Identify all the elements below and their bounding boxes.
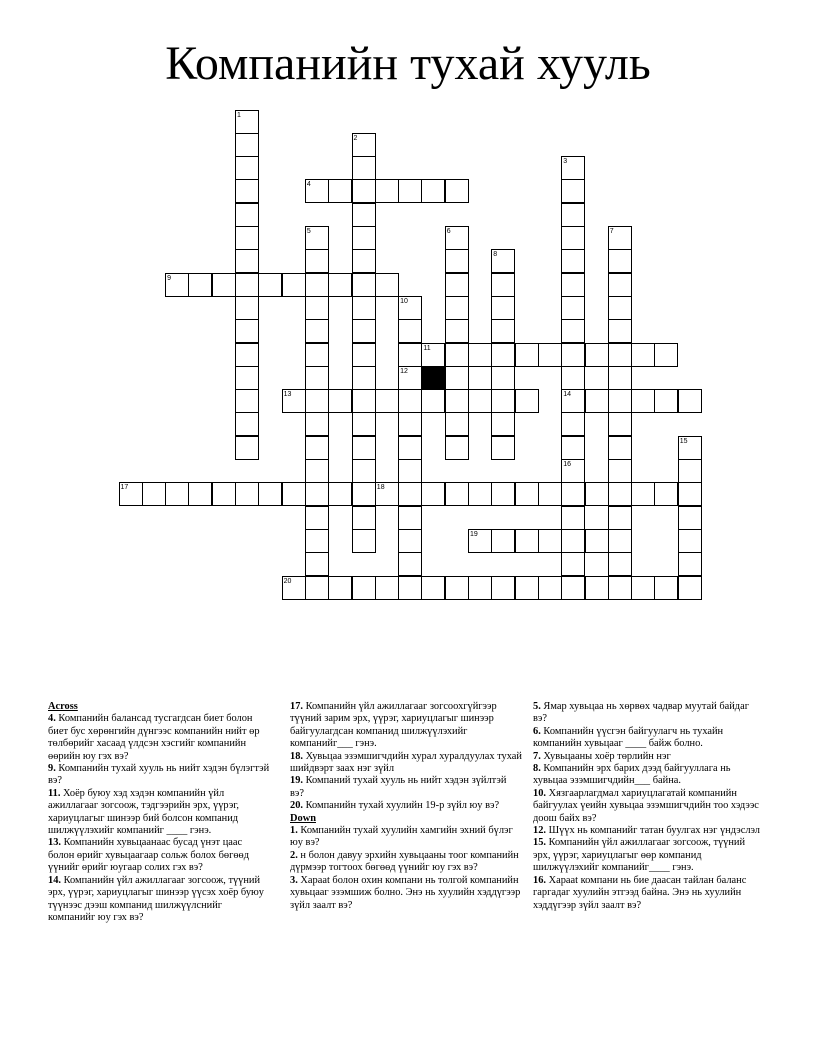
grid-cell[interactable] (491, 319, 515, 343)
grid-cell[interactable] (608, 366, 632, 390)
grid-cell[interactable] (165, 482, 189, 506)
down-clue-16: 16. Харааt компани нь бие даасан тайлан баланс гаргадаг хуулийн этгээд байна. Энэ нь хуулийн хэддүгээр зүйл заалт вэ? (533, 874, 747, 911)
grid-cell[interactable] (352, 412, 376, 436)
grid-cell[interactable] (608, 529, 632, 553)
grid-cell[interactable] (305, 226, 329, 250)
across-clue-4: 4. Компанийн балансад тусгагдсан биет болон биет бус хөрөнгийн дүнгээс компанийн нийт өр төлбөрийг хасаад үлдсэн хэсгийг компанийн өөрийн юу гэх вэ? (48, 713, 260, 762)
grid-cell[interactable] (235, 343, 259, 367)
grid-cell[interactable] (305, 412, 329, 436)
grid-cell[interactable] (235, 249, 259, 273)
grid-cell[interactable] (352, 343, 376, 367)
grid-cell[interactable] (445, 319, 469, 343)
grid-cell[interactable] (305, 576, 329, 600)
across-clue-9: 9. Компанийн тухай хууль нь нийт хэдэн бүлэгтэй вэ? (48, 763, 270, 787)
grid-cell[interactable] (352, 226, 376, 250)
down-clue-8: 8. Компанийн эрх барих дээд байгууллага нь хувьцаа эзэмшигчдийн___ байна. (533, 763, 731, 787)
grid-cell[interactable] (561, 482, 585, 506)
grid-cell[interactable] (235, 482, 259, 506)
grid-cell[interactable] (515, 343, 539, 367)
grid-cell[interactable] (608, 552, 632, 576)
grid-cell[interactable] (119, 482, 143, 506)
grid-cell[interactable] (585, 389, 609, 413)
grid-cell[interactable] (491, 529, 515, 553)
grid-cell[interactable] (328, 389, 352, 413)
grid-cell[interactable] (305, 506, 329, 530)
grid-cell[interactable] (305, 389, 329, 413)
grid-cell[interactable] (561, 389, 585, 413)
grid-cell[interactable] (445, 436, 469, 460)
grid-cell[interactable] (608, 482, 632, 506)
down-clue-2: 2. н болон давуу эрхийн хувьцааны тоог компанийн дүрмээр тогтоох бөгөөд үүнийг юу гэх вэ? (290, 849, 519, 874)
grid-cell[interactable] (631, 389, 655, 413)
grid-cell[interactable] (608, 576, 632, 600)
grid-cell[interactable] (352, 133, 376, 157)
grid-cell[interactable] (678, 576, 702, 600)
grid-cell[interactable] (352, 529, 376, 553)
grid-cell[interactable] (491, 576, 515, 600)
grid-cell[interactable] (352, 179, 376, 203)
grid-cell[interactable] (375, 482, 399, 506)
grid-cell[interactable] (631, 576, 655, 600)
grid-cell[interactable] (375, 179, 399, 203)
down-heading: Down (290, 812, 316, 824)
grid-cell[interactable] (561, 436, 585, 460)
grid-cell[interactable] (352, 482, 376, 506)
grid-cell[interactable] (328, 179, 352, 203)
grid-cell[interactable] (165, 273, 189, 297)
grid-cell[interactable] (608, 459, 632, 483)
grid-cell[interactable] (561, 412, 585, 436)
grid-cell[interactable] (142, 482, 166, 506)
grid-cell[interactable] (654, 343, 678, 367)
grid-cell[interactable] (375, 273, 399, 297)
grid-cell[interactable] (445, 296, 469, 320)
grid-cell[interactable] (678, 482, 702, 506)
grid-cell[interactable] (188, 482, 212, 506)
clue-number: 2 (353, 134, 358, 142)
grid-cell[interactable] (491, 273, 515, 297)
across-clue-14: 14. Компанийн үйл ажиллагааг зогсоож, түүний эрх, үүрэг, хариуцлагыг шинээр үүсэх хоёр буюу түүнээс дээш компанид шилжүүлснийг компанийг юу гэх вэ? (48, 874, 264, 923)
grid-cell[interactable] (398, 482, 422, 506)
down-clue-15: 15. Компанийн үйл ажиллагааг зогсоож, түүний эрх, үүрэг, хариуцлагыг өөр компанид шилжүүлэхийг компанийг____ гэнэ. (533, 837, 746, 874)
grid-cell[interactable] (235, 296, 259, 320)
grid-cell[interactable] (491, 412, 515, 436)
grid-cell[interactable] (468, 529, 492, 553)
grid-cell[interactable] (491, 436, 515, 460)
grid-cell[interactable] (491, 343, 515, 367)
grid-cell[interactable] (561, 506, 585, 530)
grid-cell[interactable] (398, 552, 422, 576)
grid-cell[interactable] (352, 249, 376, 273)
grid-cell[interactable] (421, 179, 445, 203)
grid-cell[interactable] (561, 203, 585, 227)
grid-cell[interactable] (561, 156, 585, 180)
across-clue-18: 18. Хувьцаа эзэмшигчдийн хурал хуралдуулах тухай шийдвэрт заах нэг зүйл (290, 750, 522, 775)
grid-cell[interactable] (328, 576, 352, 600)
grid-cell[interactable] (561, 226, 585, 250)
grid-cell[interactable] (282, 273, 306, 297)
grid-cell[interactable] (561, 179, 585, 203)
clue-number: 10 (400, 297, 408, 305)
grid-cell[interactable] (515, 482, 539, 506)
grid-cell[interactable] (305, 249, 329, 273)
grid-cell[interactable] (328, 273, 352, 297)
grid-cell[interactable] (608, 506, 632, 530)
grid-cell[interactable] (398, 319, 422, 343)
grid-cell[interactable] (305, 273, 329, 297)
grid-cell[interactable] (375, 389, 399, 413)
clue-number: 9 (167, 274, 171, 282)
grid-cell[interactable] (352, 506, 376, 530)
grid-cell[interactable] (561, 273, 585, 297)
grid-cell[interactable] (445, 412, 469, 436)
grid-cell[interactable] (468, 576, 492, 600)
grid-cell[interactable] (678, 389, 702, 413)
grid-cell[interactable] (561, 576, 585, 600)
clue-number: 4 (306, 181, 311, 189)
grid-cell[interactable] (305, 343, 329, 367)
grid-cell[interactable] (468, 389, 492, 413)
grid-cell[interactable] (585, 343, 609, 367)
clue-number: 14 (563, 391, 571, 399)
down-clue-10: 10. Хязгаарлагдмал хариуцлагатай компанийн байгуулах үеийн хувьцаа эзэмшигчдийн тоо хэдээс доош байх вэ? (533, 787, 759, 824)
grid-cell[interactable] (305, 482, 329, 506)
grid-cell[interactable] (212, 482, 236, 506)
down-clue-5: 5. Ямар хувьцаа нь хөрвөх чадвар муутай байдаг вэ? (533, 701, 749, 725)
grid-cell[interactable] (352, 576, 376, 600)
clues-column-2 (290, 701, 522, 912)
grid-cell[interactable] (398, 389, 422, 413)
clue-number: 17 (120, 484, 129, 492)
grid-cell[interactable] (352, 319, 376, 343)
grid-cell[interactable] (538, 482, 562, 506)
across-clue-13: 13. Компанийн хувьцаанаас бусад үнэт цаас болон өрийг хувьцаагаар сольж болох бөгөөд үүнийг өрийг юугаар солих гэх вэ? (48, 837, 250, 874)
grid-cell[interactable] (305, 366, 329, 390)
grid-cell[interactable] (608, 273, 632, 297)
grid-cell[interactable] (561, 552, 585, 576)
down-clue-7: 7. Хувьцааны хоёр төрлийн нэг (533, 750, 671, 762)
grid-cell[interactable] (305, 436, 329, 460)
grid-cell[interactable] (678, 552, 702, 576)
clue-number: 6 (446, 228, 451, 235)
grid-cell[interactable] (445, 179, 469, 203)
grid-cell[interactable] (421, 482, 445, 506)
grid-cell[interactable] (561, 319, 585, 343)
grid-cell[interactable] (235, 319, 259, 343)
clue-number: 12 (400, 367, 408, 375)
down-clue-12: 12. Шүүх нь компанийг татан буулгах нэг үндэслэл (533, 825, 760, 837)
grid-cell[interactable] (585, 529, 609, 553)
puzzle-title: Компанийн тухай хууль (165, 37, 651, 90)
grid-cell[interactable] (608, 436, 632, 460)
grid-cell[interactable] (375, 576, 399, 600)
grid-cell[interactable] (258, 273, 282, 297)
grid-cell[interactable] (491, 249, 515, 273)
grid-cell[interactable] (352, 203, 376, 227)
grid-cell[interactable] (515, 576, 539, 600)
grid-cell[interactable] (538, 343, 562, 367)
grid-cell[interactable] (235, 273, 259, 297)
grid-cell[interactable] (608, 249, 632, 273)
down-clue-6: 6. Компанийн үүсгэн байгуулагч нь тухайн компанийн хувьцааг ____ байж болно. (533, 725, 724, 750)
across-clue-11: 11. Хоёр буюу хэд хэдэн компанийн үйл ажиллагааг зогсоож, тэдгээрийн эрх, үүрэг, хариуцлагыг шинээр бий болсон компанид шилжүүлэхийг компанийг ____ гэнэ. (48, 787, 239, 837)
grid-cell[interactable] (445, 249, 469, 273)
grid-cell[interactable] (305, 552, 329, 576)
grid-cell[interactable] (352, 296, 376, 320)
grid-cell[interactable] (445, 343, 469, 367)
grid-cell[interactable] (561, 296, 585, 320)
clue-number: 7 (609, 228, 614, 235)
grid-cell[interactable] (561, 366, 585, 390)
grid-cell[interactable] (352, 273, 376, 297)
across-heading: Across (48, 701, 78, 712)
grid-cell[interactable] (491, 389, 515, 413)
grid-cell[interactable] (235, 366, 259, 390)
grid-cell[interactable] (445, 482, 469, 506)
grid-cell[interactable] (305, 296, 329, 320)
grid-cell[interactable] (538, 529, 562, 553)
grid-cell[interactable] (608, 296, 632, 320)
grid-cell[interactable] (631, 343, 655, 367)
clue-number: 11 (423, 344, 431, 352)
grid-cell[interactable] (352, 156, 376, 180)
grid-cell[interactable] (235, 110, 259, 134)
grid-cell[interactable] (305, 459, 329, 483)
grid-cell[interactable] (491, 482, 515, 506)
grid-cell[interactable] (352, 436, 376, 460)
grid-cell[interactable] (608, 412, 632, 436)
grid-cell[interactable] (585, 482, 609, 506)
grid-cell[interactable] (235, 179, 259, 203)
grid-cell[interactable] (235, 156, 259, 180)
grid-cell[interactable] (678, 506, 702, 530)
down-clue-3: 3. Харааt болон охин компани нь толгой компанийн хувьцааг эзэмшиж болно. Энэ нь хуулийн хэддүгээр зүйл заалт вэ? (290, 874, 521, 911)
grid-cell[interactable] (491, 296, 515, 320)
grid-cell[interactable] (398, 179, 422, 203)
grid-cell[interactable] (398, 436, 422, 460)
grid-cell[interactable] (305, 529, 329, 553)
clues-column-3 (533, 701, 765, 912)
grid-cell[interactable] (188, 273, 212, 297)
grid-cell[interactable] (678, 529, 702, 553)
grid-cell[interactable] (445, 273, 469, 297)
grid-cell[interactable] (445, 226, 469, 250)
clue-number: 18 (376, 484, 385, 492)
across-clue-17: 17. Компанийн үйл ажиллагааг зогсоохгүйгээр түүний зарим эрх, үүрэг, хариуцлагыг шинээр байгуулагдсан компанид шилжүүлэхийг компанийг___ гэнэ. (290, 701, 497, 750)
grid-cell[interactable] (398, 412, 422, 436)
grid-cell[interactable] (608, 389, 632, 413)
grid-cell[interactable] (212, 273, 236, 297)
grid-cell[interactable] (398, 366, 422, 390)
grid-cell[interactable] (445, 389, 469, 413)
clue-number: 13 (283, 391, 292, 399)
grid-cell[interactable] (561, 343, 585, 367)
clue-number: 1 (237, 111, 241, 119)
grid-cell[interactable] (235, 436, 259, 460)
across-clue-19: 19. Компаний тухай хууль нь нийт хэдэн зүйлтэй вэ? (290, 775, 507, 799)
grid-cell[interactable] (305, 179, 329, 203)
grid-cell[interactable] (491, 366, 515, 390)
grid-cell[interactable] (515, 389, 539, 413)
grid-cell[interactable] (561, 459, 585, 483)
grid-cell[interactable] (235, 226, 259, 250)
grid-cell[interactable] (468, 343, 492, 367)
grid-cell[interactable] (515, 529, 539, 553)
grid-cell[interactable] (282, 389, 306, 413)
grid-cell[interactable] (328, 482, 352, 506)
grid-cell[interactable] (585, 576, 609, 600)
grid-cell[interactable] (398, 506, 422, 530)
grid-cell[interactable] (352, 389, 376, 413)
grid-cell[interactable] (398, 529, 422, 553)
grid-cell[interactable] (561, 529, 585, 553)
grid-cell[interactable] (235, 389, 259, 413)
grid-cell[interactable] (678, 436, 702, 460)
clue-number: 8 (493, 251, 498, 259)
clue-number: 20 (283, 577, 292, 585)
grid-cell[interactable] (305, 319, 329, 343)
grid-cell[interactable] (468, 482, 492, 506)
grid-cell[interactable] (561, 249, 585, 273)
clue-number: 19 (470, 530, 478, 538)
grid-cell[interactable] (608, 319, 632, 343)
grid-cell[interactable] (282, 576, 306, 600)
grid-cell[interactable] (398, 576, 422, 600)
grid-cell[interactable] (678, 459, 702, 483)
clues-column-1 (48, 701, 270, 924)
grid-cell[interactable] (258, 482, 282, 506)
grid-cell[interactable] (445, 366, 469, 390)
grid-cell[interactable] (538, 576, 562, 600)
clue-number: 16 (563, 461, 571, 468)
across-clue-20: 20. Компанийн тухай хуулийн 19-р зүйл юу вэ? (290, 800, 500, 812)
grid-cell[interactable] (421, 343, 445, 367)
grid-cell[interactable] (445, 576, 469, 600)
clue-number: 5 (306, 228, 311, 235)
grid-cell[interactable] (654, 576, 678, 600)
down-clue-1: 1. Компанийн тухай хуулийн хамгийн эхний бүлэг юу вэ? (290, 825, 513, 849)
grid-cell[interactable] (235, 203, 259, 227)
grid-cell[interactable] (235, 412, 259, 436)
grid-cell[interactable] (352, 459, 376, 483)
grid-cell[interactable] (421, 576, 445, 600)
grid-cell[interactable] (421, 389, 445, 413)
grid-cell[interactable] (654, 389, 678, 413)
grid-cell[interactable] (398, 459, 422, 483)
grid-cell[interactable] (235, 133, 259, 157)
grid-cell[interactable] (631, 482, 655, 506)
grid-cell[interactable] (282, 482, 306, 506)
grid-cell[interactable] (608, 226, 632, 250)
black-square (421, 366, 445, 390)
grid-cell[interactable] (398, 343, 422, 367)
clue-number: 15 (679, 437, 688, 445)
grid-cell[interactable] (608, 343, 632, 367)
grid-cell[interactable] (654, 482, 678, 506)
grid-cell[interactable] (352, 366, 376, 390)
clue-number: 3 (563, 158, 568, 166)
grid-cell[interactable] (398, 296, 422, 320)
